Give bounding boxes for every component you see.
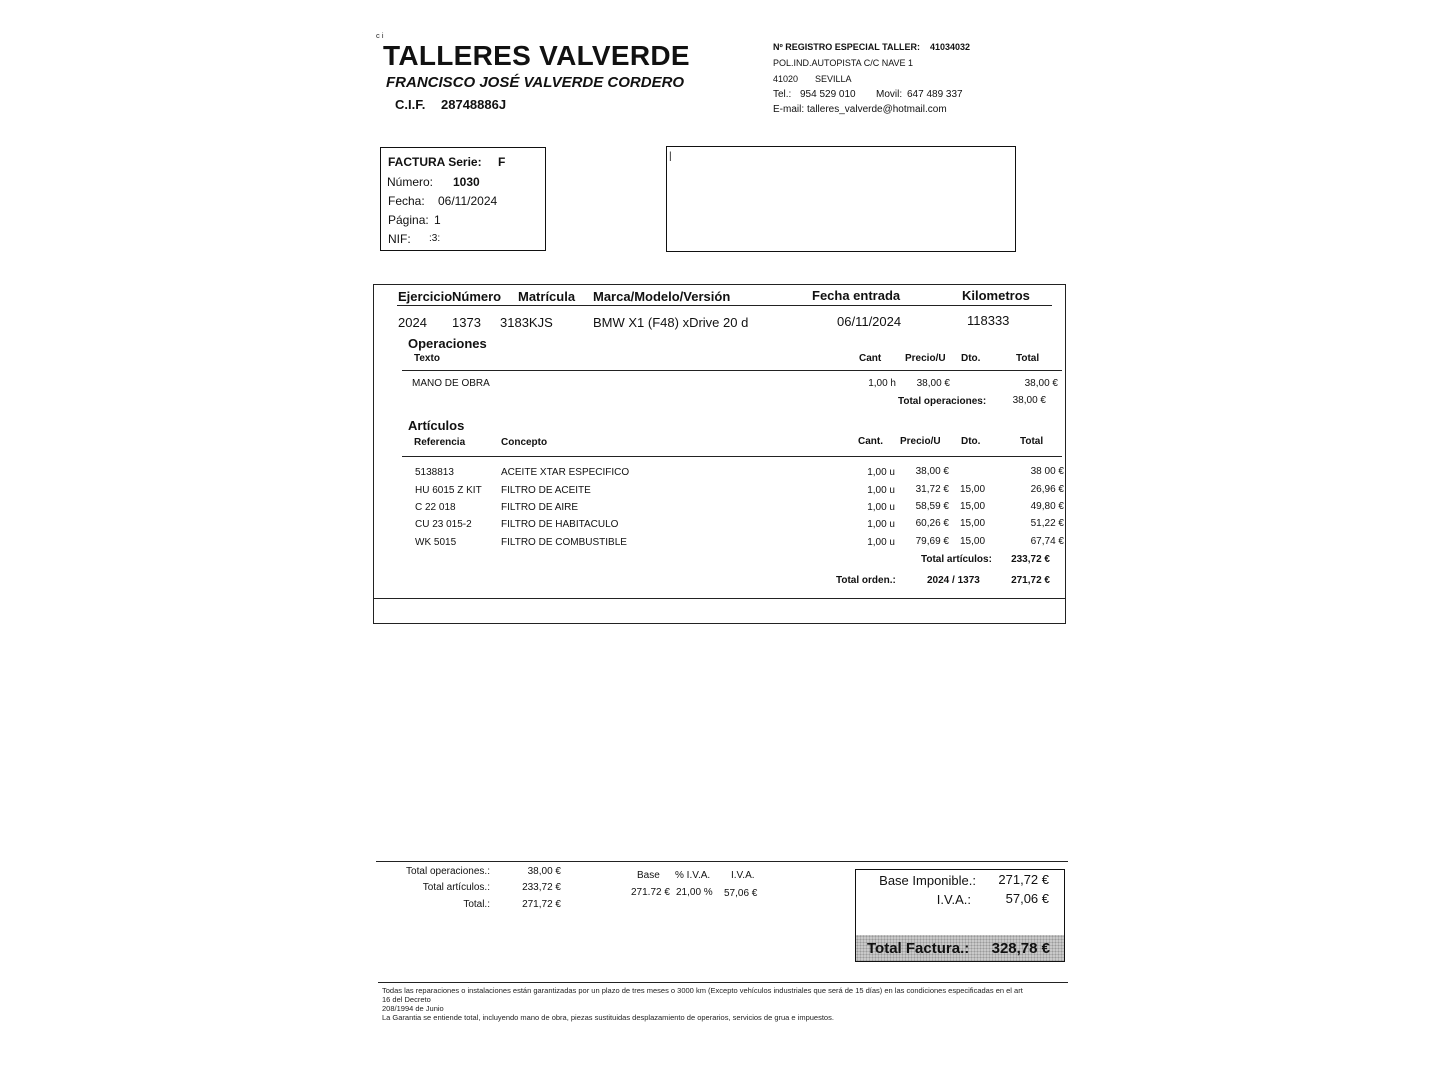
vehicle-modelo: BMW X1 (F48) xDrive 20 d (593, 315, 749, 330)
vehicle-header-ejercicio: Ejercicio (398, 289, 453, 304)
company-name: TALLERES VALVERDE (383, 40, 690, 71)
footer-line-4: La Garantia se entiende total, incluyendo mano de obra, piezas sustituidas desplazamiento de operarios, servicios de grua e impuestos. (382, 1013, 834, 1022)
pagina-value: 1 (434, 213, 441, 227)
op-total: 38,00 € (1024, 378, 1058, 389)
operaciones-header-dto: Dto. (961, 353, 981, 364)
vehicle-header-line (397, 305, 1052, 306)
art-concepto: FILTRO DE ACEITE (501, 485, 591, 496)
serie-label: FACTURA Serie: (388, 155, 482, 169)
vehicle-header-matricula: Matrícula (518, 289, 576, 304)
articulos-header-referencia: Referencia (414, 437, 466, 448)
frame-mid-border (373, 598, 1065, 599)
art-total: 26,96 € (1030, 484, 1064, 495)
summary-total-value: 271,72 € (522, 899, 561, 910)
art-precio: 79,69 € (915, 536, 949, 547)
art-total: 51,22 € (1030, 518, 1064, 529)
summary-art-label: Total artículos.: (422, 882, 490, 893)
nif-value: :3: (429, 233, 441, 244)
operaciones-title: Operaciones (408, 336, 487, 351)
vehicle-header-fecha: Fecha entrada (812, 288, 901, 303)
address-line: POL.IND.AUTOPISTA C/C NAVE 1 (773, 58, 914, 68)
total-orden-label: Total orden.: (836, 575, 896, 586)
art-dto: 15,00 (960, 501, 986, 512)
base-imponible-label: Base Imponible.: (879, 873, 976, 888)
summary-ops-value: 38,00 € (527, 866, 561, 877)
summary-iva-pct-header: % I.V.A. (675, 870, 711, 881)
vehicle-ejercicio: 2024 (398, 315, 427, 330)
art-cant: 1,00 u (867, 502, 895, 513)
summary-ops-label: Total operaciones.: (406, 866, 490, 877)
art-precio: 31,72 € (915, 484, 949, 495)
summary-iva-header: I.V.A. (731, 870, 755, 881)
total-orden-number: 2024 / 1373 (927, 575, 980, 586)
fecha-value: 06/11/2024 (438, 194, 498, 208)
vehicle-matricula: 3183KJS (500, 315, 553, 330)
frame-right-border (1065, 284, 1066, 624)
tel-value: 954 529 010 (800, 89, 856, 100)
art-referencia: HU 6015 Z KIT (415, 485, 482, 496)
operaciones-header-texto: Texto (414, 353, 440, 364)
articulos-header-precio: Precio/U (900, 436, 941, 447)
scan-mark: c i (376, 31, 384, 40)
footer-line (378, 982, 1068, 983)
art-referencia: C 22 018 (415, 502, 456, 513)
operaciones-header-total: Total (1016, 353, 1040, 364)
frame-left-border (373, 284, 374, 624)
footer-line-1: Todas las reparaciones o instalaciones están garantizadas por un plazo de tres meses o 3000 km (Excepto vehículos industriales que será de 15 días) en las condiciones especificadas en el art (382, 986, 1023, 995)
summary-top-line (376, 861, 1068, 862)
total-operaciones-label: Total operaciones: (898, 396, 987, 407)
art-dto: 15,00 (960, 518, 986, 529)
art-cant: 1,00 u (867, 467, 895, 478)
footer-line-3: 208/1994 de Junio (382, 1004, 444, 1013)
art-concepto: ACEITE XTAR ESPECIFICO (501, 467, 630, 478)
cif-value: 28748886J (441, 97, 507, 112)
articulos-header-total: Total (1020, 436, 1044, 447)
total-operaciones-value: 38,00 € (1012, 395, 1046, 406)
registro-value: 41034032 (930, 42, 971, 52)
op-precio: 38,00 € (916, 378, 950, 389)
art-dto: 15,00 (960, 536, 986, 547)
summary-base-value: 271.72 € (631, 887, 670, 898)
city: SEVILLA (815, 74, 852, 84)
articulos-header-dto: Dto. (961, 436, 981, 447)
art-referencia: CU 23 015-2 (415, 519, 472, 530)
movil-value: 647 489 337 (907, 89, 963, 100)
client-box (666, 146, 1016, 252)
art-concepto: FILTRO DE COMBUSTIBLE (501, 537, 627, 548)
total-factura-label: Total Factura.: (867, 940, 970, 957)
owner-name: FRANCISCO JOSÉ VALVERDE CORDERO (386, 74, 685, 91)
fecha-label: Fecha: (388, 194, 425, 208)
op-cant: 1,00 h (868, 378, 896, 389)
postal-code: 41020 (773, 74, 799, 84)
art-referencia: WK 5015 (415, 537, 457, 548)
art-precio: 58,59 € (915, 501, 949, 512)
vehicle-fecha: 06/11/2024 (837, 314, 902, 329)
iva-label: I.V.A.: (936, 892, 971, 907)
base-imponible-value: 271,72 € (998, 872, 1049, 887)
movil-label: Movil: (876, 89, 903, 100)
art-cant: 1,00 u (867, 519, 895, 530)
footer-line-2: 16 del Decreto (382, 995, 431, 1004)
total-orden-value: 271,72 € (1011, 575, 1050, 586)
art-concepto: FILTRO DE HABITACULO (501, 519, 619, 530)
op-texto: MANO DE OBRA (412, 378, 490, 389)
numero-label: Número: (387, 175, 434, 189)
art-referencia: 5138813 (415, 467, 454, 478)
art-precio: 38,00 € (915, 466, 949, 477)
registro-label: Nº REGISTRO ESPECIAL TALLER: (773, 42, 920, 52)
vehicle-km: 118333 (967, 313, 1010, 328)
tel-label: Tel.: (773, 89, 792, 100)
operaciones-header-line (402, 370, 1062, 371)
total-articulos-label: Total artículos: (921, 554, 992, 565)
articulos-header-line (402, 456, 1062, 457)
summary-base-header: Base (637, 870, 660, 881)
nif-label: NIF: (388, 232, 411, 246)
frame-bottom-border (373, 623, 1065, 624)
art-total: 49,80 € (1030, 501, 1064, 512)
articulos-title: Artículos (408, 418, 465, 433)
email-label: E-mail: (773, 104, 805, 115)
vehicle-header-modelo: Marca/Modelo/Versión (593, 289, 731, 304)
art-concepto: FILTRO DE AIRE (501, 502, 579, 513)
art-precio: 60,26 € (915, 518, 949, 529)
vehicle-header-numero: Número (452, 289, 502, 304)
total-factura-value: 328,78 € (991, 940, 1050, 957)
client-box-mark: | (669, 151, 672, 162)
numero-value: 1030 (453, 175, 480, 189)
summary-iva-pct-value: 21,00 % (676, 887, 713, 898)
vehicle-header-km: Kilometros (962, 288, 1030, 303)
operaciones-header-precio: Precio/U (905, 353, 946, 364)
summary-total-label: Total.: (463, 899, 490, 910)
pagina-label: Página: (388, 213, 429, 227)
frame-top-border (373, 284, 1065, 285)
articulos-header-concepto: Concepto (501, 437, 548, 448)
summary-iva-value: 57,06 € (724, 888, 758, 899)
vehicle-numero: 1373 (452, 315, 481, 330)
art-cant: 1,00 u (867, 537, 895, 548)
art-total: 67,74 € (1030, 536, 1064, 547)
serie-value: F (498, 155, 506, 169)
articulos-header-cant: Cant. (858, 436, 883, 447)
operaciones-header-cant: Cant (859, 353, 882, 364)
iva-value: 57,06 € (1005, 891, 1049, 906)
cif-label: C.I.F. (395, 97, 426, 112)
art-dto: 15,00 (960, 484, 986, 495)
art-total: 38 00 € (1030, 466, 1064, 477)
summary-art-value: 233,72 € (522, 882, 561, 893)
email-value: talleres_valverde@hotmail.com (807, 104, 947, 115)
art-cant: 1,00 u (867, 485, 895, 496)
total-articulos-value: 233,72 € (1011, 554, 1050, 565)
